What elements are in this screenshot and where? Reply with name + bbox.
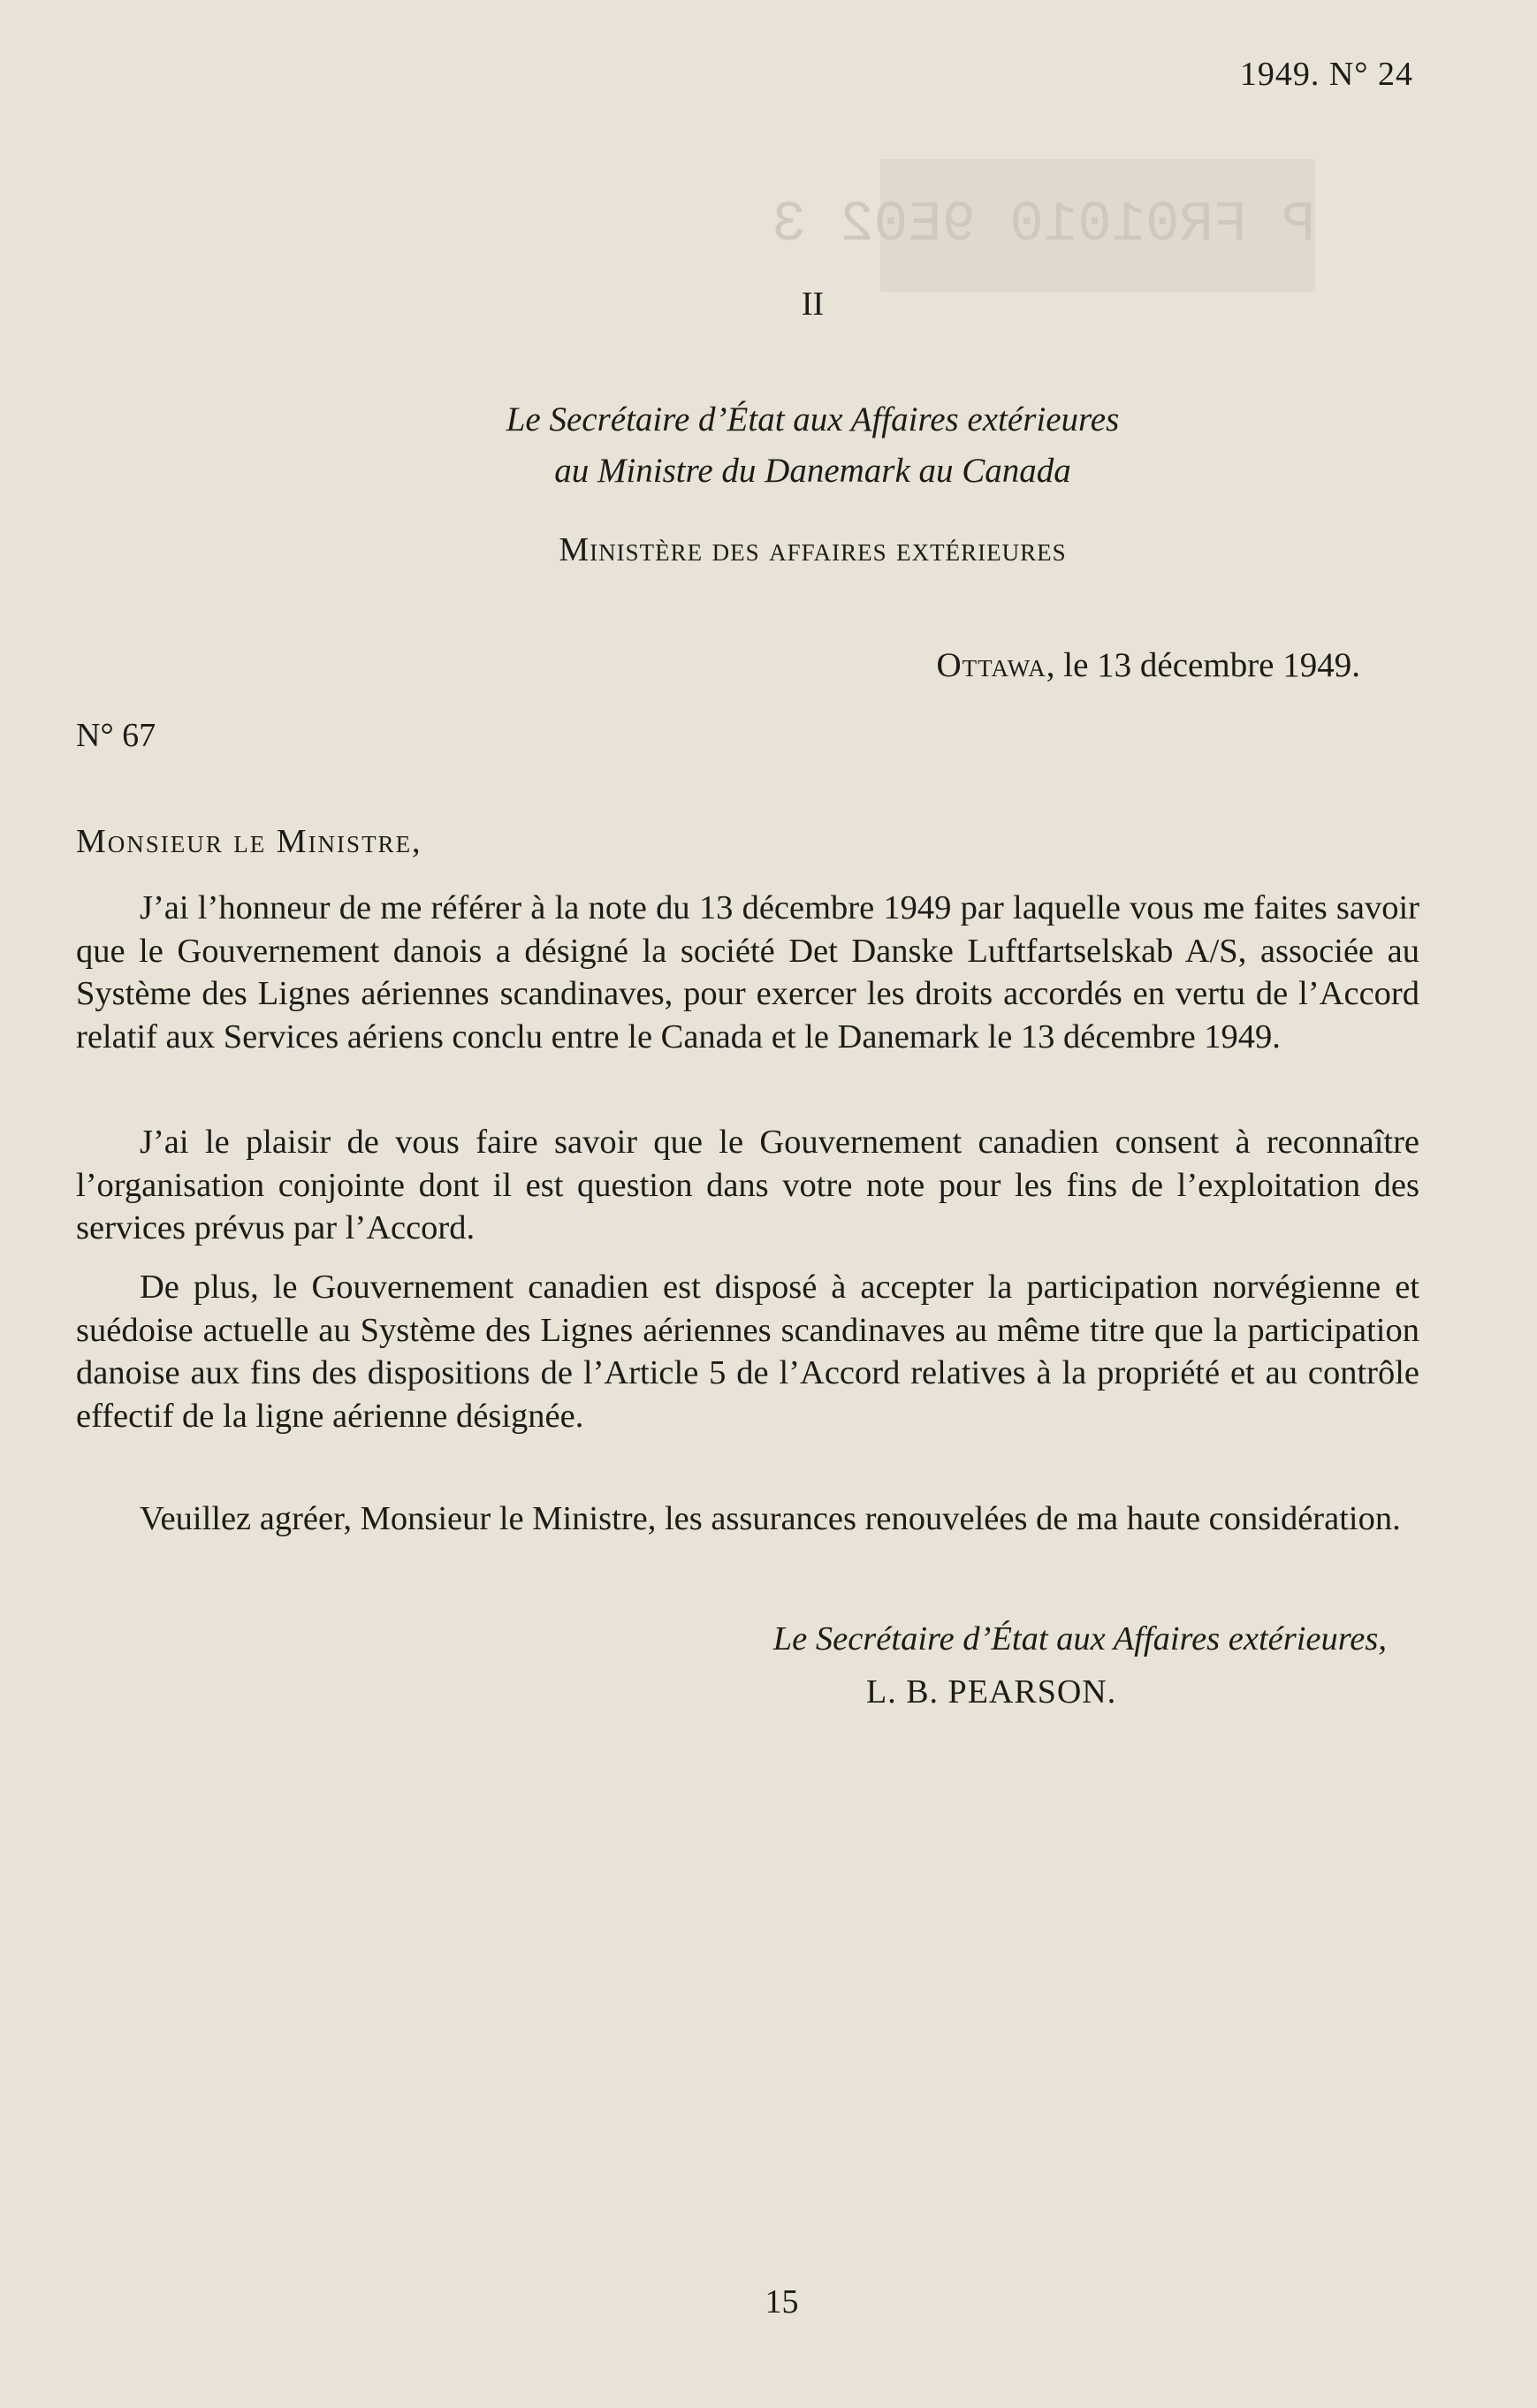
section-numeral: II [801, 286, 825, 323]
signature-name: L. B. PEARSON. [866, 1673, 1117, 1711]
paragraph-1: J’ai l’honneur de me référer à la note du 13 décembre 1949 par laquelle vous me faites savoir que le Gouvernement danois a désigné la société Det Danske Luftfartselskab A/S, associée au Système des Lignes aériennes scandinaves, pour exercer les droits accordés en vertu de l’Accord relatif aux Services aériens conclu entre le Canada et le Danemark le 13 décembre 1949. [76, 889, 1419, 1055]
ministry-heading: Ministère des affaires extérieures [559, 531, 1067, 568]
page-number: 15 [765, 2283, 799, 2320]
document-reference: 1949. N° 24 [1239, 56, 1413, 93]
place-date [936, 645, 1360, 685]
paragraph-4: Veuillez agréer, Monsieur le Ministre, les assurances renouvelées de ma haute considération. [140, 1500, 1401, 1537]
paragraph-3: De plus, le Gouvernement canadien est disposé à accepter la participation norvégienne et suédoise actuelle au Système des Lignes aériennes scandinaves au même titre que la participation danoise aux fins des dispositions de l’Article 5 de l’Accord relatives à la propriété et au contrôle effectif de la ligne aérienne désignée. [76, 1269, 1419, 1435]
paragraph-2: J’ai le plaisir de vous faire savoir que le Gouvernement canadien consent à reconnaître l’organisation conjointe dont il est question dans votre note pour les fins de l’exploitation des services prévus par l’Accord. [76, 1124, 1419, 1246]
place: Ottawa [936, 646, 1046, 684]
date: , le 13 décembre 1949. [1046, 646, 1360, 684]
archive-stamp: P FR01010 9E02 3 [880, 159, 1315, 292]
sender-line: Le Secrétaire d’État aux Affaires extérieures [506, 400, 1120, 438]
note-number: N° 67 [76, 717, 156, 754]
signature-title: Le Secrétaire d’État aux Affaires extérieures, [772, 1620, 1387, 1657]
recipient-line: au Ministre du Danemark au Canada [554, 452, 1071, 490]
salutation: Monsieur le Ministre, [76, 823, 422, 860]
